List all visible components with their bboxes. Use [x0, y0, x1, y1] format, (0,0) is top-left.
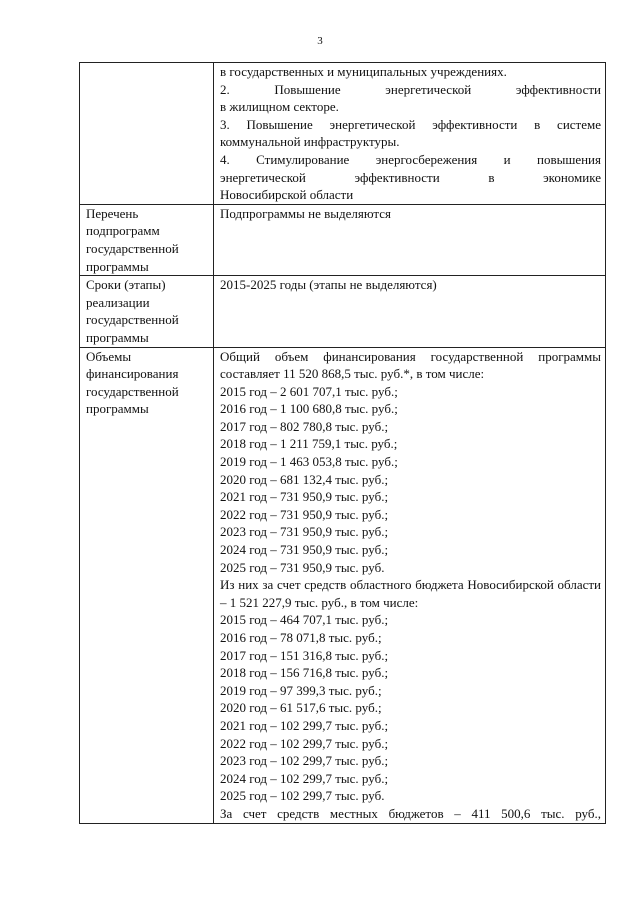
list-item: 2022 год – 731 950,9 тыс. руб.;	[220, 506, 389, 522]
row-content	[214, 276, 606, 347]
list-item: 2022 год – 102 299,7 тыс. руб.;	[220, 735, 389, 751]
row-label: Сроки (этапы) реализации государственной программы	[80, 276, 214, 347]
program-passport-table	[79, 62, 606, 824]
table-row	[80, 204, 606, 275]
row-label	[80, 63, 214, 205]
text-line: 4. Стимулирование энергосбережения и повышения	[220, 151, 601, 167]
list-item: 2015 год – 464 707,1 тыс. руб.;	[220, 612, 389, 628]
page-number: 3	[317, 35, 323, 47]
text-line: 2015-2025 годы (этапы не выделяются)	[220, 277, 437, 293]
regional-budget-paragraph: Из них за счет средств областного бюджета Новосибирской области – 1 521 227,9 тыс. руб., в том числе:	[220, 577, 601, 610]
text-line: коммунальной инфраструктуры.	[220, 134, 400, 150]
list-item: 2015 год – 2 601 707,1 тыс. руб.;	[220, 383, 398, 399]
list-item: 2020 год – 61 517,6 тыс. руб.;	[220, 700, 382, 716]
list-item: 2016 год – 78 071,8 тыс. руб.;	[220, 630, 382, 645]
list-item: 2020 год – 681 132,4 тыс. руб.;	[220, 471, 389, 487]
list-item: 2019 год – 1 463 053,8 тыс. руб.;	[220, 454, 398, 470]
regional-by-year-list	[220, 611, 601, 805]
row-label: Объемы финансирования государственной программы	[80, 347, 214, 823]
local-budget-line: За счет средств местных бюджетов – 411 500,6 тыс. руб.,	[220, 805, 601, 821]
list-item: 2024 год – 102 299,7 тыс. руб.;	[220, 770, 389, 786]
list-item: 2023 год – 102 299,7 тыс. руб.;	[220, 753, 389, 769]
table-row	[80, 276, 606, 347]
total-by-year-list	[220, 383, 601, 577]
row-label: Перечень подпрограмм государственной программы	[80, 204, 214, 275]
list-item: 2025 год – 731 950,9 тыс. руб.	[220, 559, 385, 575]
list-item: 2023 год – 731 950,9 тыс. руб.;	[220, 524, 389, 540]
list-item: 2018 год – 156 716,8 тыс. руб.;	[220, 665, 389, 681]
text-line: в государственных и муниципальных учреждениях.	[220, 64, 507, 79]
table-row	[80, 63, 606, 205]
text-line: в жилищном секторе.	[220, 99, 339, 115]
text-line: Подпрограммы не выделяются	[220, 205, 391, 221]
table-row	[80, 347, 606, 823]
list-item: 2019 год – 97 399,3 тыс. руб.;	[220, 682, 382, 698]
list-item: 2024 год – 731 950,9 тыс. руб.;	[220, 542, 389, 558]
list-item: 2025 год – 102 299,7 тыс. руб.	[220, 788, 385, 804]
row-content	[214, 204, 606, 275]
list-item: 2017 год – 802 780,8 тыс. руб.;	[220, 418, 389, 434]
list-item: 2016 год – 1 100 680,8 тыс. руб.;	[220, 401, 398, 417]
list-item: 2018 год – 1 211 759,1 тыс. руб.;	[220, 436, 398, 452]
row-content	[214, 63, 606, 205]
list-item: 2021 год – 102 299,7 тыс. руб.;	[220, 717, 389, 733]
text-line: энергетической эффективности в экономике	[220, 169, 601, 185]
text-line: 2. Повышение энергетической эффективности	[220, 81, 601, 97]
text-line: 3. Повышение энергетической эффективности в системе	[220, 116, 601, 132]
total-financing-paragraph: Общий объем финансирования государственной программы составляет 11 520 868,5 тыс. руб.*, в том числе:	[220, 348, 601, 382]
text-line: Новосибирской области	[220, 187, 354, 203]
list-item: 2021 год – 731 950,9 тыс. руб.;	[220, 489, 389, 505]
list-item: 2017 год – 151 316,8 тыс. руб.;	[220, 647, 389, 663]
row-content	[214, 347, 606, 823]
